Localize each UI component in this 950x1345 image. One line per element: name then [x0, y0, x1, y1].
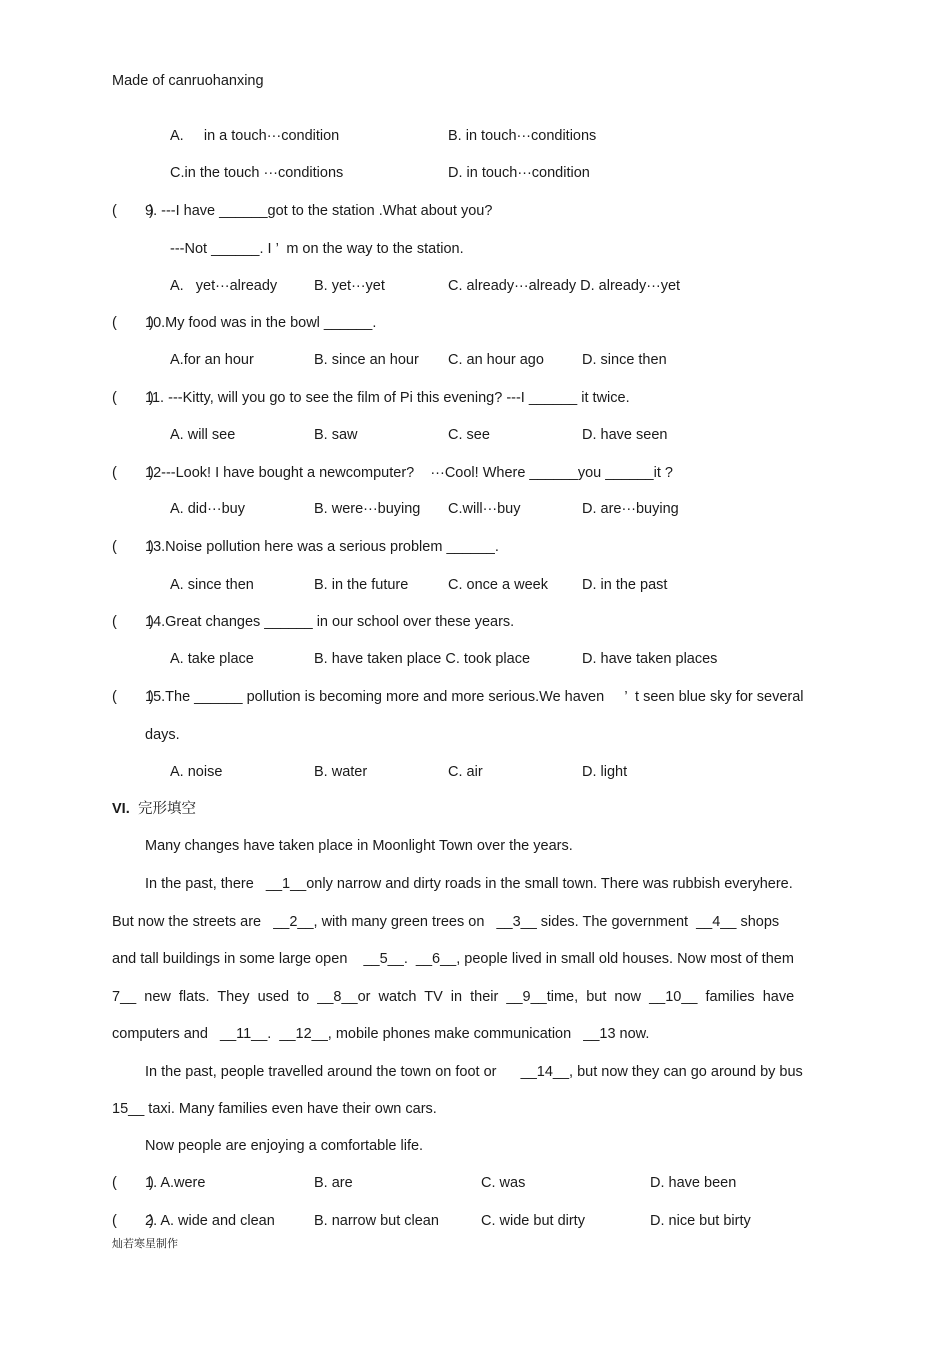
passage-line: But now the streets are __2__, with many green trees on __3__ sides. The government __4__ shops [112, 914, 780, 930]
q8-option-c: C.in the touch ···conditions [170, 165, 344, 181]
option-c: C. air [448, 764, 483, 780]
option-a: A.for an hour [170, 352, 254, 368]
option-b: B. since an hour [314, 352, 419, 368]
option-c: C. once a week [448, 577, 548, 593]
passage-line: Now people are enjoying a comfortable life. [145, 1138, 424, 1154]
passage-line: In the past, people travelled around the town on foot or __14__, but now they can go around by bus [145, 1064, 803, 1080]
option-d: D. in the past [582, 577, 668, 593]
passage-line: 7__ new flats. They used to __8__or watch TV in their __9__time, but now __10__ families have [112, 989, 795, 1005]
option-a: A. did···buy [170, 501, 245, 517]
option-b: B. yet···yet [314, 278, 385, 294]
option-c: C. was [481, 1175, 526, 1191]
question-stem: 15.The ______ pollution is becoming more and more serious.We haven ’ t seen blue sky for several [145, 689, 804, 705]
option-c: C. already···already D. already···yet [448, 278, 681, 294]
answer-paren: ( ) [112, 390, 154, 406]
option-d: D. have been [650, 1175, 737, 1191]
question-stem: 1. A.were [145, 1175, 206, 1191]
option-c: C.will···buy [448, 501, 521, 517]
q8-option-d: D. in touch···condition [448, 165, 590, 181]
page-header: Made of canruohanxing [112, 73, 264, 89]
passage-line: computers and __11__. __12__, mobile phones make communication __13 now. [112, 1026, 650, 1042]
q8-option-a: A. in a touch···condition [170, 128, 340, 144]
answer-paren: ( ) [112, 1213, 154, 1229]
question-stem: 11. ---Kitty, will you go to see the film of Pi this evening? ---I ______ it twice. [145, 390, 630, 406]
option-b: B. are [314, 1175, 353, 1191]
passage-line: and tall buildings in some large open __5__. __6__, people lived in small old houses. Now most of them [112, 951, 794, 967]
answer-paren: ( ) [112, 315, 154, 331]
option-b: B. narrow but clean [314, 1213, 439, 1229]
option-d: D. since then [582, 352, 667, 368]
option-a: A. yet···already [170, 278, 278, 294]
page-footer: 灿若寒星制作 [112, 1238, 178, 1250]
answer-paren: ( ) [112, 465, 154, 481]
option-a: A. take place [170, 651, 254, 667]
option-b: B. have taken place C. took place [314, 651, 531, 667]
question-stem: 12---Look! I have bought a newcomputer? ···Cool! Where ______you ______it ? [145, 465, 673, 481]
option-d: D. light [582, 764, 628, 780]
option-b: B. water [314, 764, 368, 780]
option-d: D. have taken places [582, 651, 718, 667]
option-b: B. were···buying [314, 501, 421, 517]
question-stem: 10.My food was in the bowl ______. [145, 315, 377, 331]
q8-option-b: B. in touch···conditions [448, 128, 597, 144]
option-a: A. noise [170, 764, 223, 780]
option-c: C. see [448, 427, 490, 443]
question-stem: 9. ---I have ______got to the station .What about you? [145, 203, 493, 219]
answer-paren: ( ) [112, 203, 154, 219]
question-stem-continued: days. [145, 727, 180, 743]
section-number: VI. [112, 801, 130, 817]
passage-line: 15__ taxi. Many families even have their own cars. [112, 1101, 437, 1117]
option-c: C. an hour ago [448, 352, 544, 368]
section-title: 完形填空 [138, 801, 196, 817]
passage-line: Many changes have taken place in Moonlight Town over the years. [145, 838, 573, 854]
option-a: A. will see [170, 427, 236, 443]
option-c: C. wide but dirty [481, 1213, 585, 1229]
option-d: D. are···buying [582, 501, 679, 517]
answer-paren: ( ) [112, 1175, 154, 1191]
answer-paren: ( ) [112, 539, 154, 555]
option-d: D. have seen [582, 427, 668, 443]
option-a: A. since then [170, 577, 254, 593]
option-b: B. saw [314, 427, 358, 443]
answer-paren: ( ) [112, 689, 154, 705]
option-d: D. nice but birty [650, 1213, 751, 1229]
question-stem-continued: ---Not ______. I ’ m on the way to the station. [170, 241, 464, 257]
question-stem: 13.Noise pollution here was a serious problem ______. [145, 539, 499, 555]
option-b: B. in the future [314, 577, 409, 593]
answer-paren: ( ) [112, 614, 154, 630]
passage-line: In the past, there __1__only narrow and dirty roads in the small town. There was rubbish everyhere. [145, 876, 793, 892]
question-stem: 14.Great changes ______ in our school over these years. [145, 614, 515, 630]
question-stem: 2. A. wide and clean [145, 1213, 275, 1229]
